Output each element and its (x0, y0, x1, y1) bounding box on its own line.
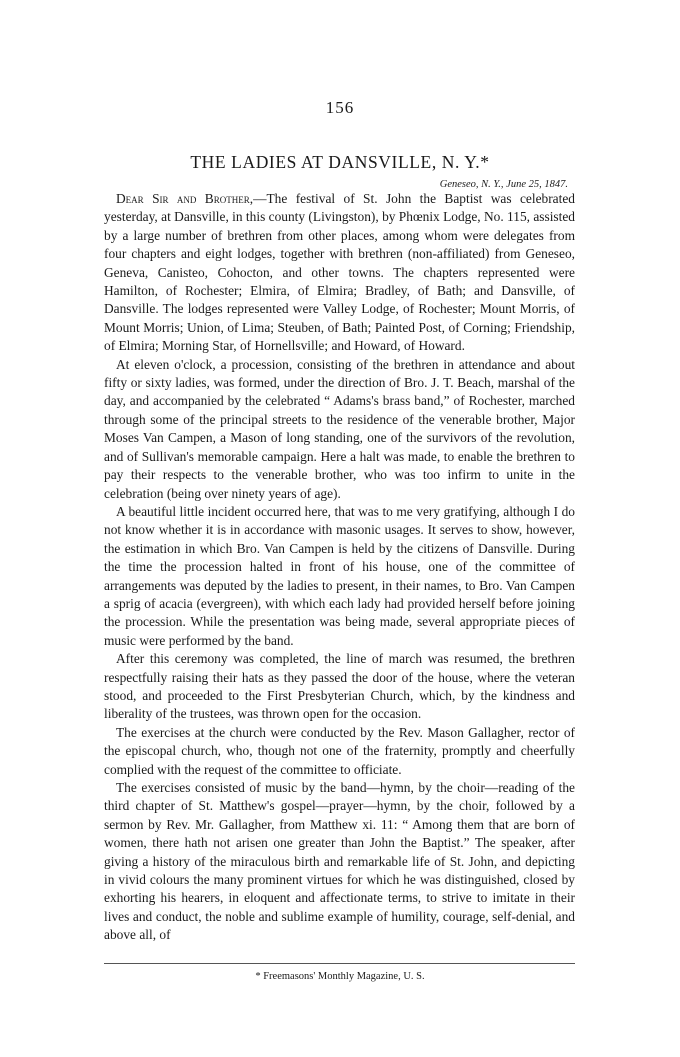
footnote-divider (104, 963, 575, 964)
footnote: * Freemasons' Monthly Magazine, U. S. (255, 971, 425, 982)
article-title: THE LADIES AT DANSVILLE, N. Y.* (190, 152, 490, 172)
paragraph: The exercises at the church were conducted by the Rev. Mason Gallagher, rector of the episcopal church, who, though not one of the fraternity, promptly and cheerfully complied with the request of the committee to officiate. (104, 724, 575, 777)
paragraph-text: —The festival of St. John the Baptist was celebrated yesterday, at Dansville, in this county (Livingston), by Phœnix Lodge, No. 115, assisted by a large number of brethren from other places, among whom were delegates from four chapters and eight lodges, together with brethren (non-affiliated) from Geneseo, Geneva, Canisteo, Cohocton, and other towns. The chapters represented were Hamilton, of Rochester; Elmira, of Elmira; Bradley, of Bath; and Dansville, of Dansville. The lodges represented were Valley Lodge, of Rochester; Mount Morris, of Mount Morris; Union, of Lima; Steuben, of Bath; Painted Post, of Corning; Friendship, of Elmira; Morning Star, of Hornellsville; and Howard, of Howard. (104, 191, 575, 354)
paragraph: A beautiful little incident occurred here, that was to me very gratifying, although I do not know whether it is in accordance with masonic usages. It serves to show, however, the estimation in which Bro. Van Campen is held by the citizens of Dansville. During the time the procession halted in front of his house, one of the committee of arrangements was deputed by the ladies to present, in their names, to Bro. Van Campen a sprig of acacia (evergreen), with which each lady had provided herself before joining the procession. While the presentation was being made, several appropriate pieces of music were performed by the band. (104, 503, 575, 648)
paragraph: After this ceremony was completed, the line of march was resumed, the brethren respectfully raising their hats as they passed the door of the house, where the veteran stood, and proceeded to the First Presbyterian Church, which, by the kindness and liberality of the trustees, was thrown open for the occasion. (104, 651, 575, 722)
salutation: Dear Sir and Brother, (116, 191, 254, 206)
paragraph (104, 190, 575, 356)
page-number: 156 (325, 98, 355, 117)
article-body (104, 190, 575, 945)
paragraph: The exercises consisted of music by the band—hymn, by the choir—reading of the third chapter of St. Matthew's gospel—prayer—hymn, by the choir, followed by a sermon by Rev. Mr. Gallagher, from Matthew xi. 11: “ Among them that are born of women, there hath not arisen one greater than John the Baptist.” The speaker, after giving a history of the miraculous birth and remarkable life of St. John, and depicting in vivid colours the many prominent virtues for which he was distinguished, closed by exhorting his hearers, in eloquent and affectionate terms, to strive to imitate in their lives and conduct, the noble and sublime example of humility, courage, self-denial, and above all, of (104, 780, 575, 943)
dateline: Geneseo, N. Y., June 25, 1847. (439, 179, 568, 190)
paragraph: At eleven o'clock, a procession, consisting of the brethren in attendance and about fifty or sixty ladies, was formed, under the direction of Bro. J. T. Beach, marshal of the day, and accompanied by the celebrated “ Adams's brass band,” of Rochester, marched through some of the principal streets to the residence of the venerable brother, Major Moses Van Campen, a Mason of long standing, one of the survivors of the revolution, and of Sullivan's memorable campaign. Here a halt was made, to enable the brethren to pay their respects to the venerable brother, who was too infirm to unite in the celebration (being over ninety years of age). (104, 356, 575, 501)
